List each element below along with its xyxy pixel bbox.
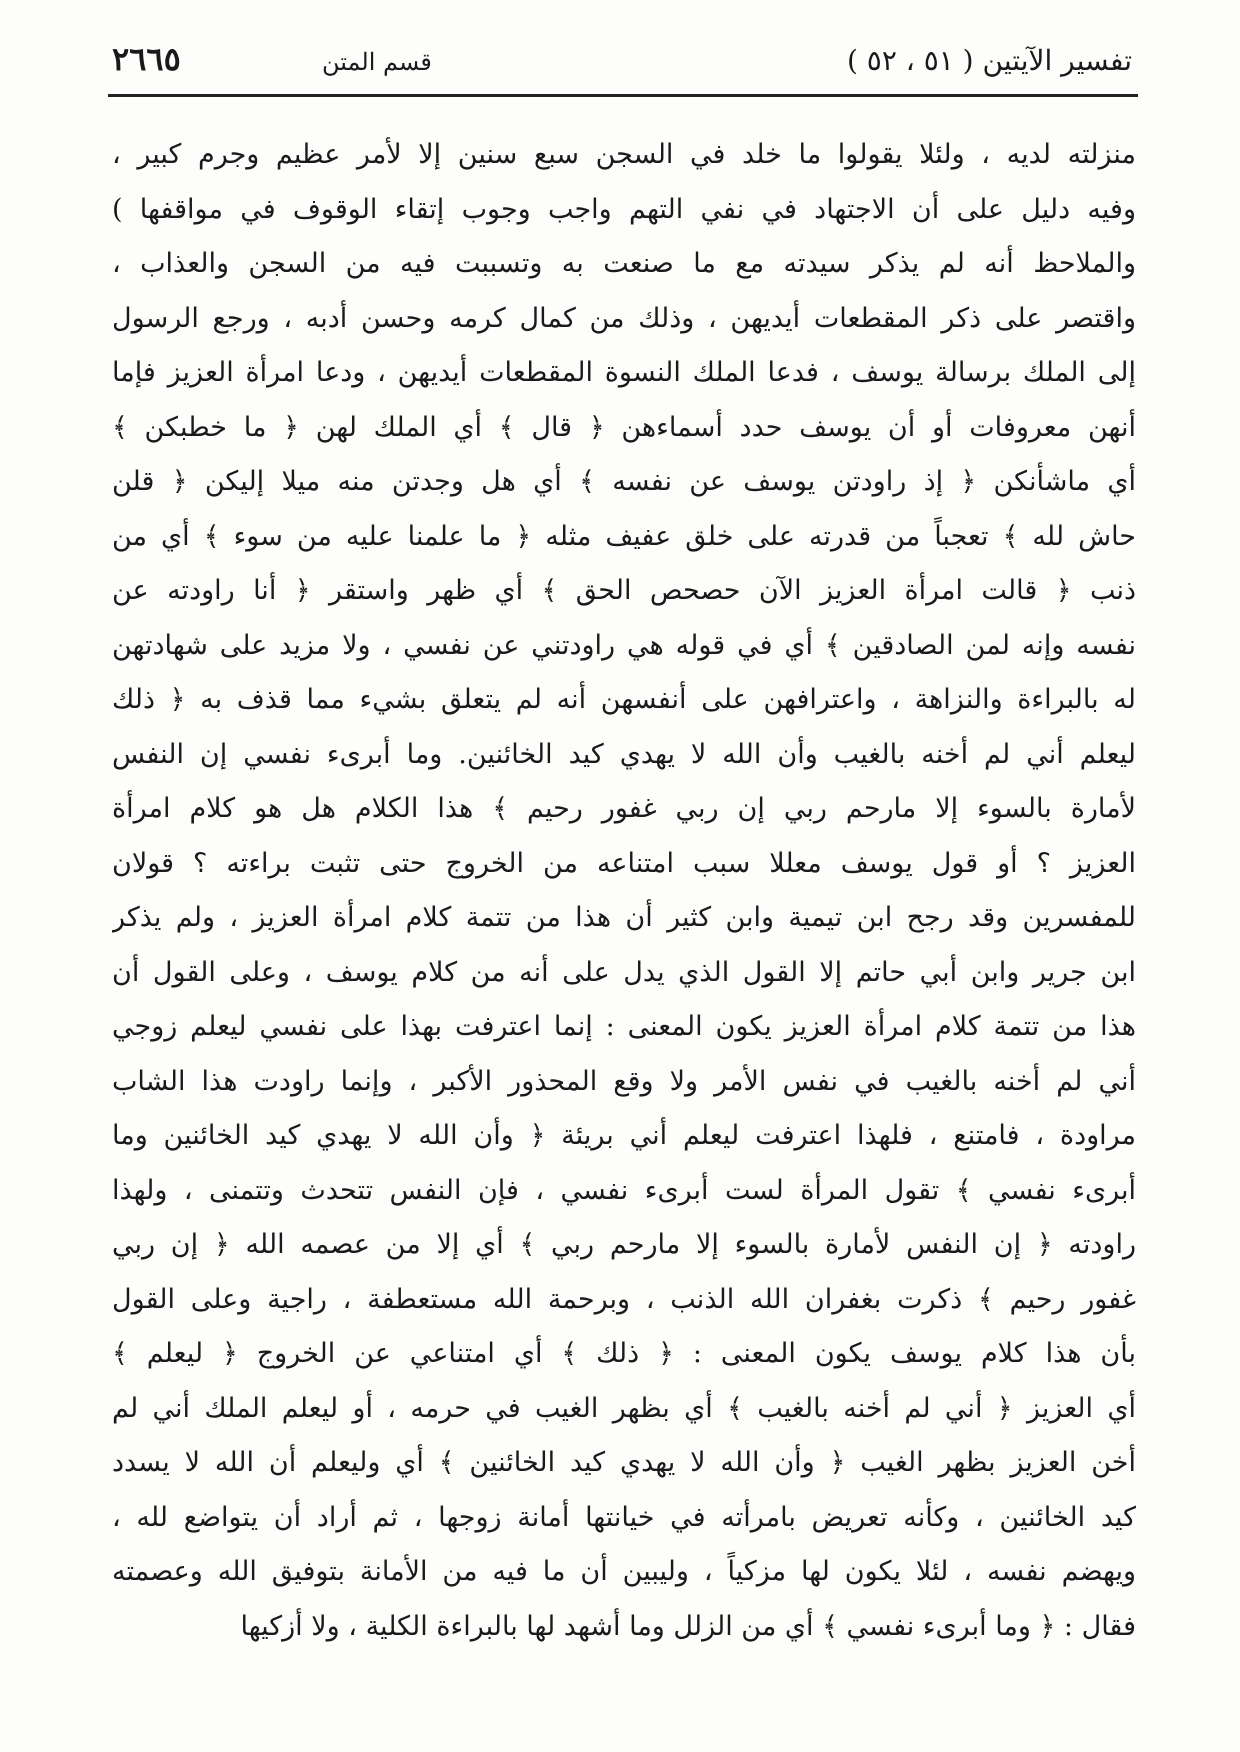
text-line: ذنب ﴿ قالت امرأة العزيز الآن حصحص الحق ﴾ أي ظهر واستقر ﴿ أنا راودته عن <box>112 575 1136 606</box>
text-line: أني لم أخنه بالغيب في نفس الأمر ولا وقع المحذور الأكبر ، وإنما راودت هذا الشاب <box>112 1065 1136 1097</box>
text-line: لأمارة بالسوء إلا مارحم ربي إن ربي غفور رحيم ﴾ هذا الكلام هل هو كلام امرأة <box>112 793 1136 824</box>
text-line: هذا من تتمة كلام امرأة العزيز يكون المعنى : إنما اعترفت بهذا على نفسي ليعلم زوجي <box>112 1011 1136 1042</box>
text-line: أي العزيز ﴿ أني لم أخنه بالغيب ﴾ أي بظهر الغيب في حرمه ، أو ليعلم الملك أني لم <box>112 1392 1136 1424</box>
page-header <box>112 38 1132 94</box>
text-line: العزيز ؟ أو قول يوسف معللا سبب امتناعه من الخروج حتى تثبت براءته ؟ قولان <box>112 847 1136 879</box>
text-line: نفسه وإنه لمن الصادقين ﴾ أي في قوله هي راودتني عن نفسي ، ولا مزيد على شهادتهن <box>112 629 1136 661</box>
text-body <box>112 128 1136 1654</box>
text-line: فقال : ﴿ وما أبرىء نفسي ﴾ أي من الزلل وما أشهد لها بالبراءة الكلية ، ولا أزكيها <box>240 1610 1136 1642</box>
text-line: منزلته لديه ، ولئلا يقولوا ما خلد في السجن سبع سنين إلا لأمر عظيم وجرم كبير ، <box>112 139 1136 170</box>
text-line: كيد الخائنين ، وكأنه تعريض بامرأته في خيانتها أمانة زوجها ، ثم أراد أن يتواضع لله ، <box>112 1501 1136 1533</box>
header-rule <box>108 94 1138 97</box>
text-line: وفيه دليل على أن الاجتهاد في نفي التهم واجب وجوب إتقاء الوقوف في مواقفها ) <box>112 193 1136 225</box>
text-line: ويهضم نفسه ، لئلا يكون لها مزكياً ، وليبين أن ما فيه من الأمانة بتوفيق الله وعصمته <box>112 1556 1136 1587</box>
text-line: ليعلم أني لم أخنه بالغيب وأن الله لا يهدي كيد الخائنين. وما أبرىء نفسي إن النفس <box>112 738 1136 770</box>
text-line: أخن العزيز بظهر الغيب ﴿ وأن الله لا يهدي كيد الخائنين ﴾ أي وليعلم أن الله لا يسدد <box>112 1447 1136 1478</box>
text-line: أي ماشأنكن ﴿ إذ راودتن يوسف عن نفسه ﴾ أي هل وجدتن منه ميلا إليكن ﴿ قلن <box>112 466 1136 497</box>
section-label: قسم المتن <box>322 48 432 76</box>
text-line: والملاحظ أنه لم يذكر سيدته مع ما صنعت به وتسببت فيه من السجن والعذاب ، <box>112 248 1136 279</box>
text-line: له بالبراءة والنزاهة ، واعترافهن على أنفسهن أنه لم يتعلق بشيء مما قذف به ﴿ ذلك <box>112 684 1136 715</box>
text-line: للمفسرين وقد رجح ابن تيمية وابن كثير أن هذا من تتمة كلام امرأة العزيز ، ولم يذكر <box>112 902 1136 933</box>
running-title: تفسير الآيتين ( ٥١ ، ٥٢ ) <box>846 44 1132 77</box>
text-line: إلى الملك برسالة يوسف ، فدعا الملك النسوة المقطعات أيديهن ، ودعا امرأة العزيز فإما <box>112 357 1136 388</box>
text-line: راودته ﴿ إن النفس لأمارة بالسوء إلا مارحم ربي ﴾ أي إلا من عصمه الله ﴿ إن ربي <box>112 1229 1136 1260</box>
text-line: ابن جرير وابن أبي حاتم إلا القول الذي يدل على أنه من كلام يوسف ، وعلى القول أن <box>112 956 1136 988</box>
page-number: ٢٦٦٥ <box>112 40 181 78</box>
text-line: أنهن معروفات أو أن يوسف حدد أسماءهن ﴿ قال ﴾ أي الملك لهن ﴿ ما خطبكن ﴾ <box>112 411 1136 443</box>
text-line: حاش لله ﴾ تعجباً من قدرته على خلق عفيف مثله ﴿ ما علمنا عليه من سوء ﴾ أي من <box>112 520 1136 552</box>
text-line: غفور رحيم ﴾ ذكرت بغفران الله الذنب ، وبرحمة الله مستعطفة ، راجية وعلى القول <box>112 1283 1136 1315</box>
text-line: بأن هذا كلام يوسف يكون المعنى : ﴿ ذلك ﴾ أي امتناعي عن الخروج ﴿ ليعلم ﴾ <box>112 1338 1136 1369</box>
text-line: مراودة ، فامتنع ، فلهذا اعترفت ليعلم أني بريئة ﴿ وأن الله لا يهدي كيد الخائنين وما <box>112 1120 1136 1151</box>
text-line: واقتصر على ذكر المقطعات أيديهن ، وذلك من كمال كرمه وحسن أدبه ، ورجع الرسول <box>112 302 1136 334</box>
text-line: أبرىء نفسي ﴾ تقول المرأة لست أبرىء نفسي ، فإن النفس تتحدث وتتمنى ، ولهذا <box>112 1174 1136 1206</box>
